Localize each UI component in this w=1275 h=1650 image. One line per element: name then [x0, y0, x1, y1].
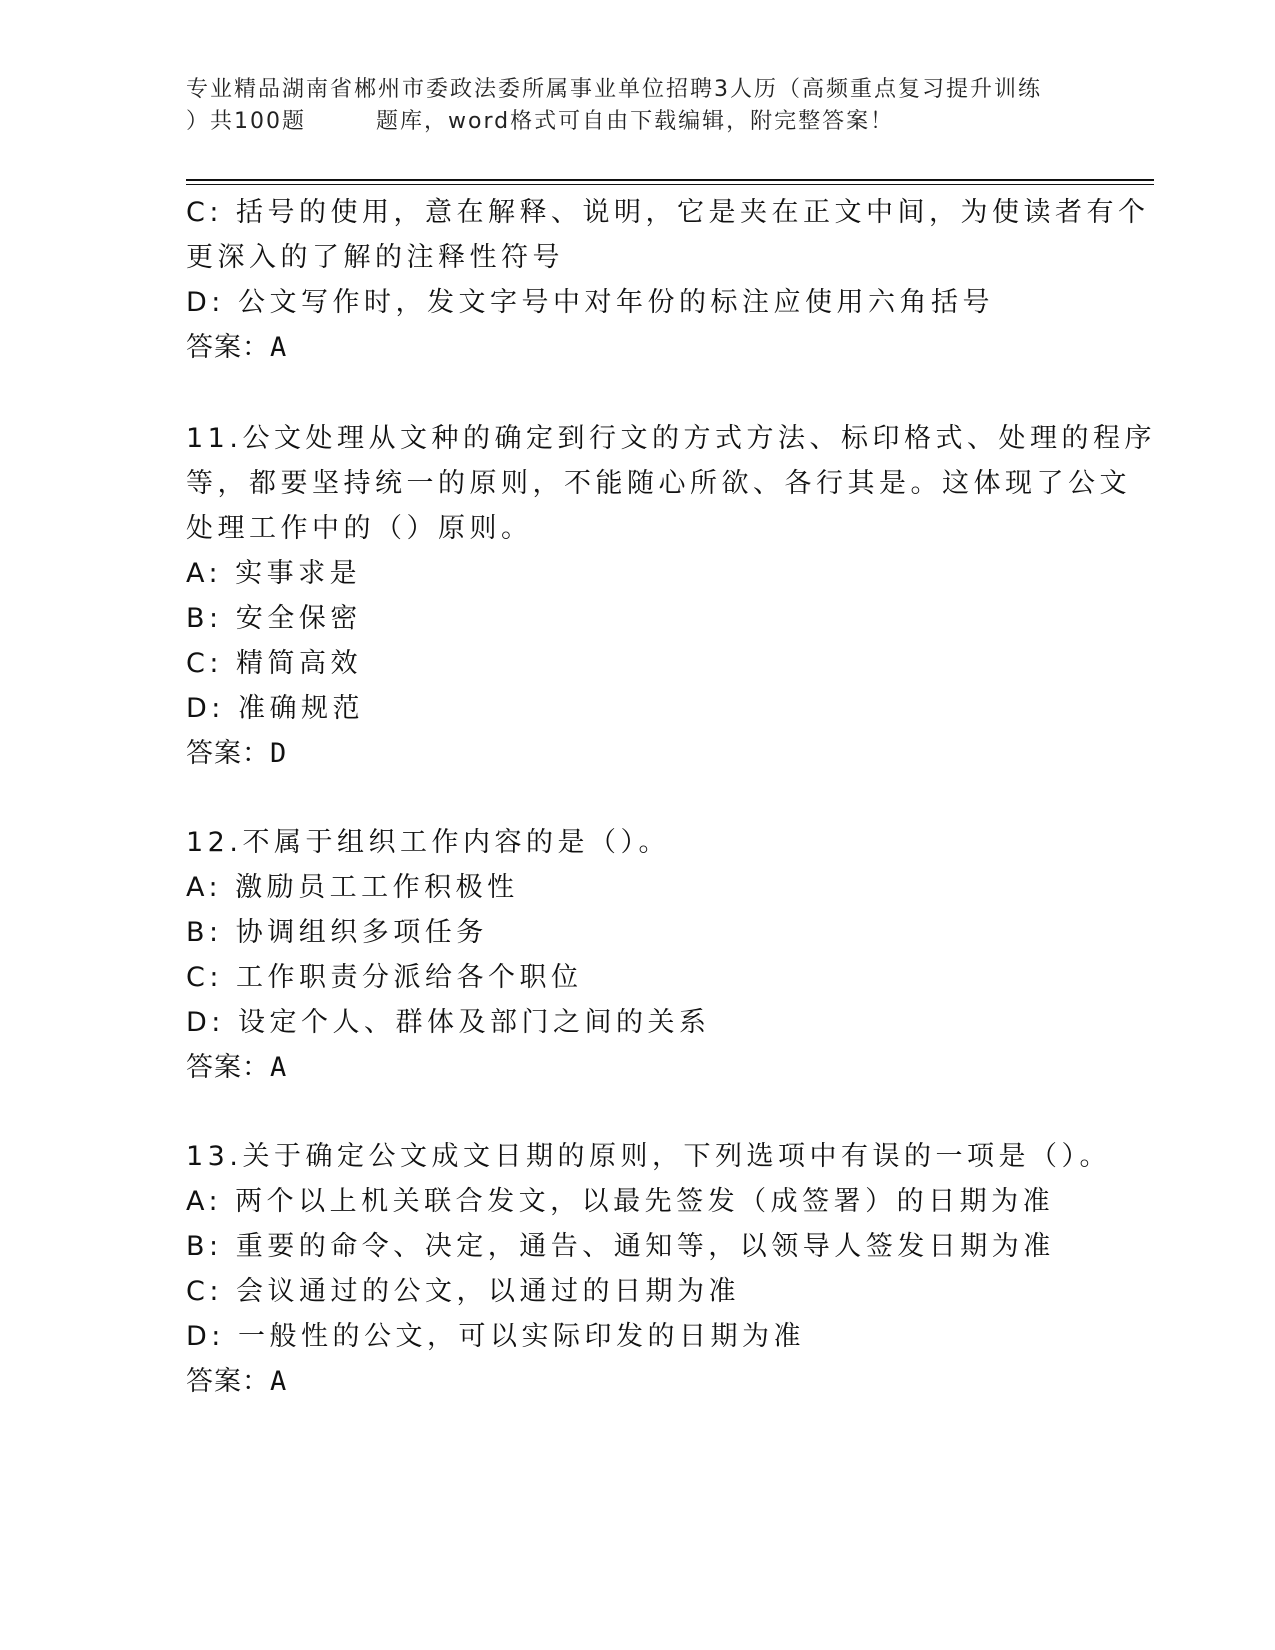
question-gap [186, 1090, 1086, 1134]
question-stem-line: 11.公文处理从文种的确定到行文的方式方法、标印格式、处理的程序 [186, 423, 1156, 454]
option-b: B: 协调组织多项任务 [186, 917, 488, 948]
header-rule-thin [186, 184, 1154, 185]
answer-line [186, 1359, 1086, 1404]
question-12 [186, 820, 1086, 1090]
header-line-2-part-a: ）共100题 [186, 109, 306, 134]
answer-line [186, 731, 1086, 776]
question-stem-line: 12.不属于组织工作内容的是（）。 [186, 827, 670, 858]
answer-line [186, 1045, 1086, 1090]
answer-line [186, 325, 1086, 370]
answer-label: 答案： [186, 332, 270, 363]
question-stem-line: 等，都要坚持统一的原则，不能随心所欲、各行其是。这体现了公文 [186, 468, 1131, 499]
answer-value: A [270, 1366, 288, 1397]
answer-label: 答案： [186, 738, 270, 769]
header-line-2 [186, 106, 1086, 138]
option-a: A: 两个以上机关联合发文，以最先签发（成签署）的日期为准 [186, 1186, 1055, 1217]
option-a: A: 实事求是 [186, 558, 362, 589]
option-c-line-2: 更深入的了解的注释性符号 [186, 242, 564, 273]
answer-value: A [270, 332, 288, 363]
option-b: B: 重要的命令、决定，通告、通知等，以领导人签发日期为准 [186, 1231, 1055, 1262]
question-stem-line: 处理工作中的（）原则。 [186, 513, 533, 544]
question-gap [186, 370, 1086, 416]
option-d: D: 公文写作时，发文字号中对年份的标注应使用六角括号 [186, 287, 994, 318]
question-stem-line: 13.关于确定公文成文日期的原则，下列选项中有误的一项是（）。 [186, 1141, 1111, 1172]
option-b: B: 安全保密 [186, 603, 362, 634]
option-c: C: 精简高效 [186, 648, 363, 679]
answer-label: 答案： [186, 1366, 270, 1397]
continued-question [186, 190, 1150, 370]
question-13 [186, 1134, 1111, 1404]
question-content [186, 190, 1156, 1404]
header-line-2-part-b: 题库，word格式可自由下载编辑，附完整答案！ [376, 109, 895, 134]
answer-value: A [270, 1052, 288, 1083]
option-d: D: 一般性的公文，可以实际印发的日期为准 [186, 1321, 805, 1352]
option-d: D: 准确规范 [186, 693, 364, 724]
option-c-line-1: C: 括号的使用，意在解释、说明，它是夹在正文中间，为使读者有个 [186, 197, 1150, 228]
option-d: D: 设定个人、群体及部门之间的关系 [186, 1007, 711, 1038]
option-a: A: 激励员工工作积极性 [186, 872, 519, 903]
question-11 [186, 416, 1156, 776]
header-line-1: 专业精品湖南省郴州市委政法委所属事业单位招聘3人历（高频重点复习提升训练 [186, 77, 1042, 102]
option-c: C: 工作职责分派给各个职位 [186, 962, 583, 993]
header-rule-thick [186, 179, 1154, 181]
question-gap [186, 776, 1086, 820]
option-c: C: 会议通过的公文，以通过的日期为准 [186, 1276, 741, 1307]
document-header [186, 74, 1086, 138]
answer-value: D [270, 738, 288, 769]
answer-label: 答案： [186, 1052, 270, 1083]
